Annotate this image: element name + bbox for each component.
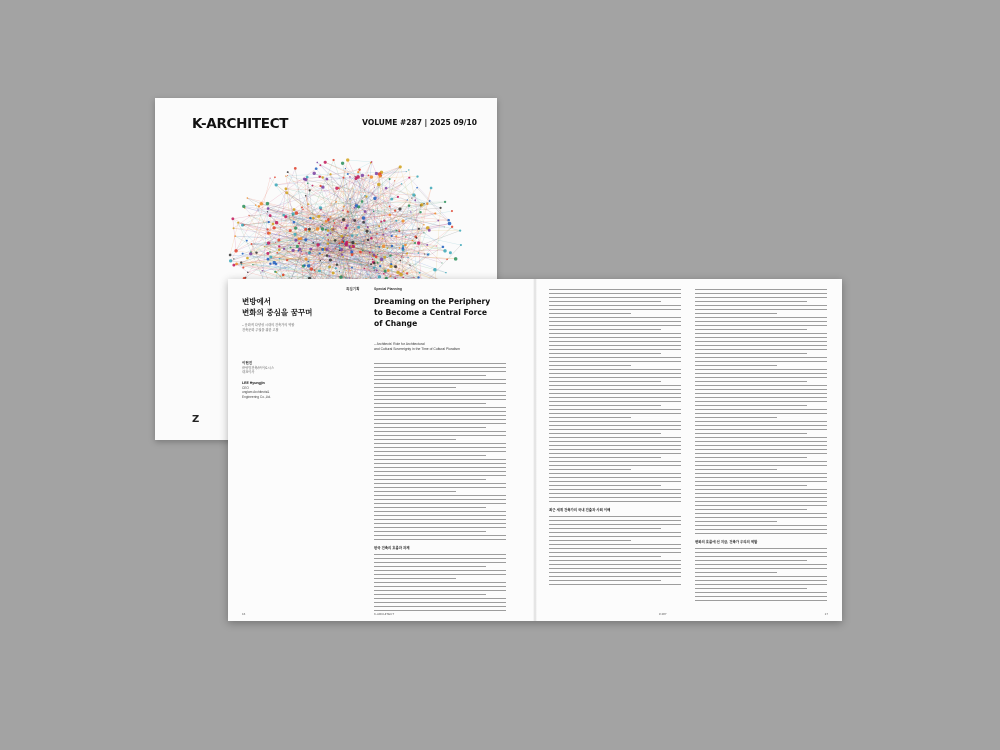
- text-line: [374, 535, 506, 536]
- korean-subtitle-line-1: – 문화적 다양성 시대의 건축가의 역할: [242, 323, 295, 327]
- text-line: [374, 570, 506, 571]
- magazine-spread: [228, 279, 842, 621]
- text-line: [695, 600, 827, 601]
- text-line: [374, 399, 506, 400]
- text-line: [549, 337, 681, 338]
- text-line: [695, 592, 827, 593]
- text-line: [549, 409, 681, 410]
- text-line: [695, 361, 827, 362]
- text-line: [374, 379, 506, 380]
- text-line: [374, 395, 506, 396]
- text-line: [549, 357, 681, 358]
- text-line: [695, 357, 827, 358]
- text-line: [374, 391, 506, 392]
- text-line: [549, 548, 681, 549]
- text-line: [549, 377, 681, 378]
- text-line: [374, 363, 506, 364]
- text-line: [695, 469, 777, 470]
- text-line: [549, 321, 681, 322]
- text-line: [374, 427, 486, 428]
- author-korean-name: 이현진: [242, 361, 253, 365]
- text-line: [549, 345, 681, 346]
- text-line: [549, 552, 681, 553]
- text-line: [549, 401, 681, 402]
- english-subtitle-line-1: – Architects' Role for Architectural: [374, 342, 425, 346]
- text-line: [549, 449, 681, 450]
- text-line: [549, 457, 661, 458]
- text-line: [374, 554, 506, 555]
- folio-right-number: 17: [824, 612, 828, 616]
- text-line: [695, 313, 777, 314]
- text-line: [695, 485, 807, 486]
- text-line: [549, 389, 681, 390]
- cover-logo: K-ARCHITECT: [192, 116, 289, 132]
- text-line: [549, 584, 681, 585]
- english-title: [374, 296, 524, 329]
- text-line: [374, 499, 506, 500]
- text-line: [374, 419, 506, 420]
- text-line: [695, 453, 827, 454]
- text-line: [549, 369, 681, 370]
- text-line: [374, 387, 456, 388]
- english-subtitle: [374, 342, 524, 352]
- text-line: [549, 528, 661, 529]
- text-line: [549, 381, 661, 382]
- text-line: [374, 451, 506, 452]
- text-line: [374, 447, 506, 448]
- text-line: [695, 301, 807, 302]
- author-english-affiliation-2: Engineering Co.,Ltd.: [242, 394, 272, 399]
- text-line: [549, 365, 631, 366]
- text-line: [549, 540, 631, 541]
- text-line: [695, 293, 827, 294]
- text-line: [549, 580, 661, 581]
- text-line: [695, 333, 827, 334]
- text-line: [695, 429, 827, 430]
- right-section-heading-1: 최근 세계 건축가의 국내 진출과 사회 이해: [549, 508, 611, 512]
- left-section-heading: 한국 건축의 흐름과 과제: [374, 546, 410, 550]
- left-body-text: [374, 363, 506, 614]
- text-line: [695, 393, 827, 394]
- folio-left-number: 16: [242, 612, 246, 616]
- text-line: [695, 525, 827, 526]
- text-line: [549, 397, 681, 398]
- text-line: [695, 509, 807, 510]
- text-line: [695, 289, 827, 290]
- text-line: [695, 576, 827, 577]
- text-line: [374, 475, 506, 476]
- text-line: [695, 497, 827, 498]
- text-line: [374, 479, 486, 480]
- text-line: [374, 527, 506, 528]
- text-line: [374, 531, 486, 532]
- text-line: [695, 560, 807, 561]
- text-line: [695, 564, 827, 565]
- text-line: [374, 511, 506, 512]
- text-line: [374, 439, 456, 440]
- text-line: [549, 417, 631, 418]
- text-line: [695, 401, 827, 402]
- text-line: [695, 397, 827, 398]
- text-line: [549, 568, 681, 569]
- right-section-heading-2: 변화의 흐름에 선 지금, 건축가 우리의 역할: [695, 540, 758, 544]
- text-line: [549, 516, 681, 517]
- text-line: [549, 572, 681, 573]
- text-line: [549, 441, 681, 442]
- text-line: [374, 471, 506, 472]
- text-line: [695, 477, 827, 478]
- text-line: [374, 367, 506, 368]
- text-line: [695, 441, 827, 442]
- text-line: [549, 433, 661, 434]
- text-line: [549, 445, 681, 446]
- text-line: [374, 371, 506, 372]
- text-line: [695, 329, 807, 330]
- author-english-title: CEO: [242, 385, 249, 390]
- text-line: [549, 325, 681, 326]
- text-line: [695, 409, 827, 410]
- text-line: [695, 297, 827, 298]
- korean-title-line-2: 변화의 중심을 꿈꾸며: [242, 308, 313, 317]
- text-line: [695, 449, 827, 450]
- text-line: [549, 437, 681, 438]
- text-line: [695, 305, 827, 306]
- text-line: [374, 431, 506, 432]
- text-line: [374, 582, 506, 583]
- text-line: [549, 453, 681, 454]
- text-line: [549, 413, 681, 414]
- text-line: [374, 610, 506, 611]
- text-line: [374, 463, 506, 464]
- text-line: [549, 532, 681, 533]
- text-line: [549, 465, 681, 466]
- english-subtitle-line-2: and Cultural Sovereignty in the Time of Cultural Pluralism: [374, 347, 460, 351]
- text-line: [549, 544, 681, 545]
- text-line: [695, 437, 827, 438]
- text-line: [374, 407, 506, 408]
- text-line: [549, 473, 681, 474]
- text-line: [695, 580, 827, 581]
- text-line: [695, 556, 827, 557]
- english-title-line-3: of Change: [374, 319, 418, 328]
- text-line: [695, 405, 807, 406]
- english-title-line-2: to Become a Central Force: [374, 308, 487, 317]
- text-line: [695, 433, 807, 434]
- text-line: [549, 341, 681, 342]
- text-line: [549, 477, 681, 478]
- text-line: [695, 517, 827, 518]
- folio-left-magazine: K-ARCHITECT: [374, 612, 395, 616]
- text-line: [549, 317, 681, 318]
- text-line: [549, 560, 681, 561]
- text-line: [549, 425, 681, 426]
- text-line: [695, 385, 827, 386]
- publisher-mark: Z: [192, 414, 200, 425]
- text-line: [695, 461, 827, 462]
- text-line: [695, 568, 827, 569]
- text-line: [695, 552, 827, 553]
- text-line: [549, 373, 681, 374]
- text-line: [549, 349, 681, 350]
- text-line: [695, 381, 807, 382]
- text-line: [695, 501, 827, 502]
- text-line: [374, 383, 506, 384]
- text-line: [374, 443, 506, 444]
- kicker-korean: 특집기획: [346, 287, 360, 291]
- text-line: [695, 572, 777, 573]
- author-english-affiliation-1: unglam Architects&: [242, 390, 270, 394]
- text-line: [549, 313, 631, 314]
- text-line: [549, 393, 681, 394]
- text-line: [374, 594, 486, 595]
- text-line: [374, 411, 506, 412]
- text-line: [549, 309, 681, 310]
- text-line: [374, 519, 506, 520]
- text-line: [549, 293, 681, 294]
- text-line: [695, 325, 827, 326]
- text-line: [374, 578, 456, 579]
- text-line: [549, 497, 681, 498]
- text-line: [695, 321, 827, 322]
- text-line: [549, 536, 681, 537]
- text-line: [549, 556, 661, 557]
- text-line: [695, 584, 827, 585]
- text-line: [374, 503, 506, 504]
- text-line: [549, 493, 681, 494]
- text-line: [549, 353, 661, 354]
- english-title-line-1: Dreaming on the Periphery: [374, 297, 491, 306]
- cover-volume: VOLUME #287 | 2025 09/10: [362, 118, 477, 127]
- text-line: [695, 353, 807, 354]
- text-line: [695, 345, 827, 346]
- text-line: [374, 435, 506, 436]
- text-line: [374, 491, 456, 492]
- text-line: [374, 483, 506, 484]
- right-body-text-col-2: [695, 289, 827, 604]
- text-line: [549, 520, 681, 521]
- text-line: [374, 515, 506, 516]
- author-korean-title: 대표이사: [242, 370, 255, 374]
- text-line: [695, 309, 827, 310]
- text-line: [549, 429, 681, 430]
- text-line: [695, 369, 827, 370]
- text-line: [374, 598, 506, 599]
- text-line: [695, 349, 827, 350]
- text-line: [549, 481, 681, 482]
- text-line: [549, 564, 681, 565]
- author-english-name: LEE Hyungjin: [242, 381, 265, 385]
- text-line: [695, 417, 777, 418]
- text-line: [695, 317, 827, 318]
- text-line: [374, 602, 506, 603]
- text-line: [695, 457, 807, 458]
- folio-right-issue: # 287: [659, 612, 667, 616]
- text-line: [549, 361, 681, 362]
- text-line: [374, 487, 506, 488]
- right-page: [535, 279, 842, 621]
- text-line: [695, 465, 827, 466]
- text-line: [374, 523, 506, 524]
- text-line: [695, 421, 827, 422]
- text-line: [549, 485, 661, 486]
- text-line: [695, 337, 827, 338]
- text-line: [374, 606, 506, 607]
- text-line: [695, 377, 827, 378]
- text-line: [549, 301, 661, 302]
- text-line: [374, 459, 506, 460]
- text-line: [549, 405, 661, 406]
- text-line: [695, 521, 777, 522]
- korean-subtitle-line-2: 건축문화 주권을 위한 고찰: [242, 328, 279, 332]
- text-line: [549, 329, 661, 330]
- text-line: [695, 425, 827, 426]
- text-line: [695, 413, 827, 414]
- text-line: [374, 558, 506, 559]
- text-line: [374, 455, 486, 456]
- text-line: [695, 489, 827, 490]
- text-line: [695, 481, 827, 482]
- text-line: [374, 507, 486, 508]
- text-line: [374, 586, 506, 587]
- text-line: [695, 365, 777, 366]
- text-line: [374, 495, 506, 496]
- text-line: [695, 596, 827, 597]
- text-line: [374, 566, 486, 567]
- author-korean-affiliation: ㈜엉망건축/㈜이로시스: [242, 365, 274, 370]
- text-line: [549, 576, 681, 577]
- text-line: [695, 529, 827, 530]
- korean-title: [242, 296, 312, 318]
- text-line: [549, 289, 681, 290]
- author-english: [242, 381, 271, 399]
- korean-title-line-1: 변방에서: [242, 297, 271, 306]
- text-line: [549, 501, 681, 502]
- text-line: [374, 423, 506, 424]
- kicker-english: Special Planning: [374, 287, 403, 291]
- text-line: [695, 505, 827, 506]
- text-line: [549, 385, 681, 386]
- text-line: [374, 375, 486, 376]
- text-line: [695, 513, 827, 514]
- text-line: [695, 533, 827, 534]
- text-line: [374, 403, 486, 404]
- text-line: [549, 489, 681, 490]
- text-line: [549, 333, 681, 334]
- text-line: [374, 415, 506, 416]
- text-line: [695, 341, 827, 342]
- text-line: [374, 539, 506, 540]
- text-line: [695, 445, 827, 446]
- text-line: [549, 297, 681, 298]
- text-line: [374, 590, 506, 591]
- text-line: [695, 588, 807, 589]
- text-line: [695, 493, 827, 494]
- right-body-text-col-1: [549, 289, 681, 588]
- text-line: [695, 548, 827, 549]
- text-line: [549, 469, 631, 470]
- text-line: [549, 305, 681, 306]
- text-line: [549, 524, 681, 525]
- left-page: [228, 279, 535, 621]
- text-line: [695, 473, 827, 474]
- text-line: [374, 574, 506, 575]
- text-line: [695, 373, 827, 374]
- text-line: [374, 467, 506, 468]
- korean-subtitle: [242, 323, 294, 333]
- text-line: [374, 562, 506, 563]
- text-line: [549, 461, 681, 462]
- author-korean: [242, 361, 274, 375]
- text-line: [549, 421, 681, 422]
- text-line: [695, 389, 827, 390]
